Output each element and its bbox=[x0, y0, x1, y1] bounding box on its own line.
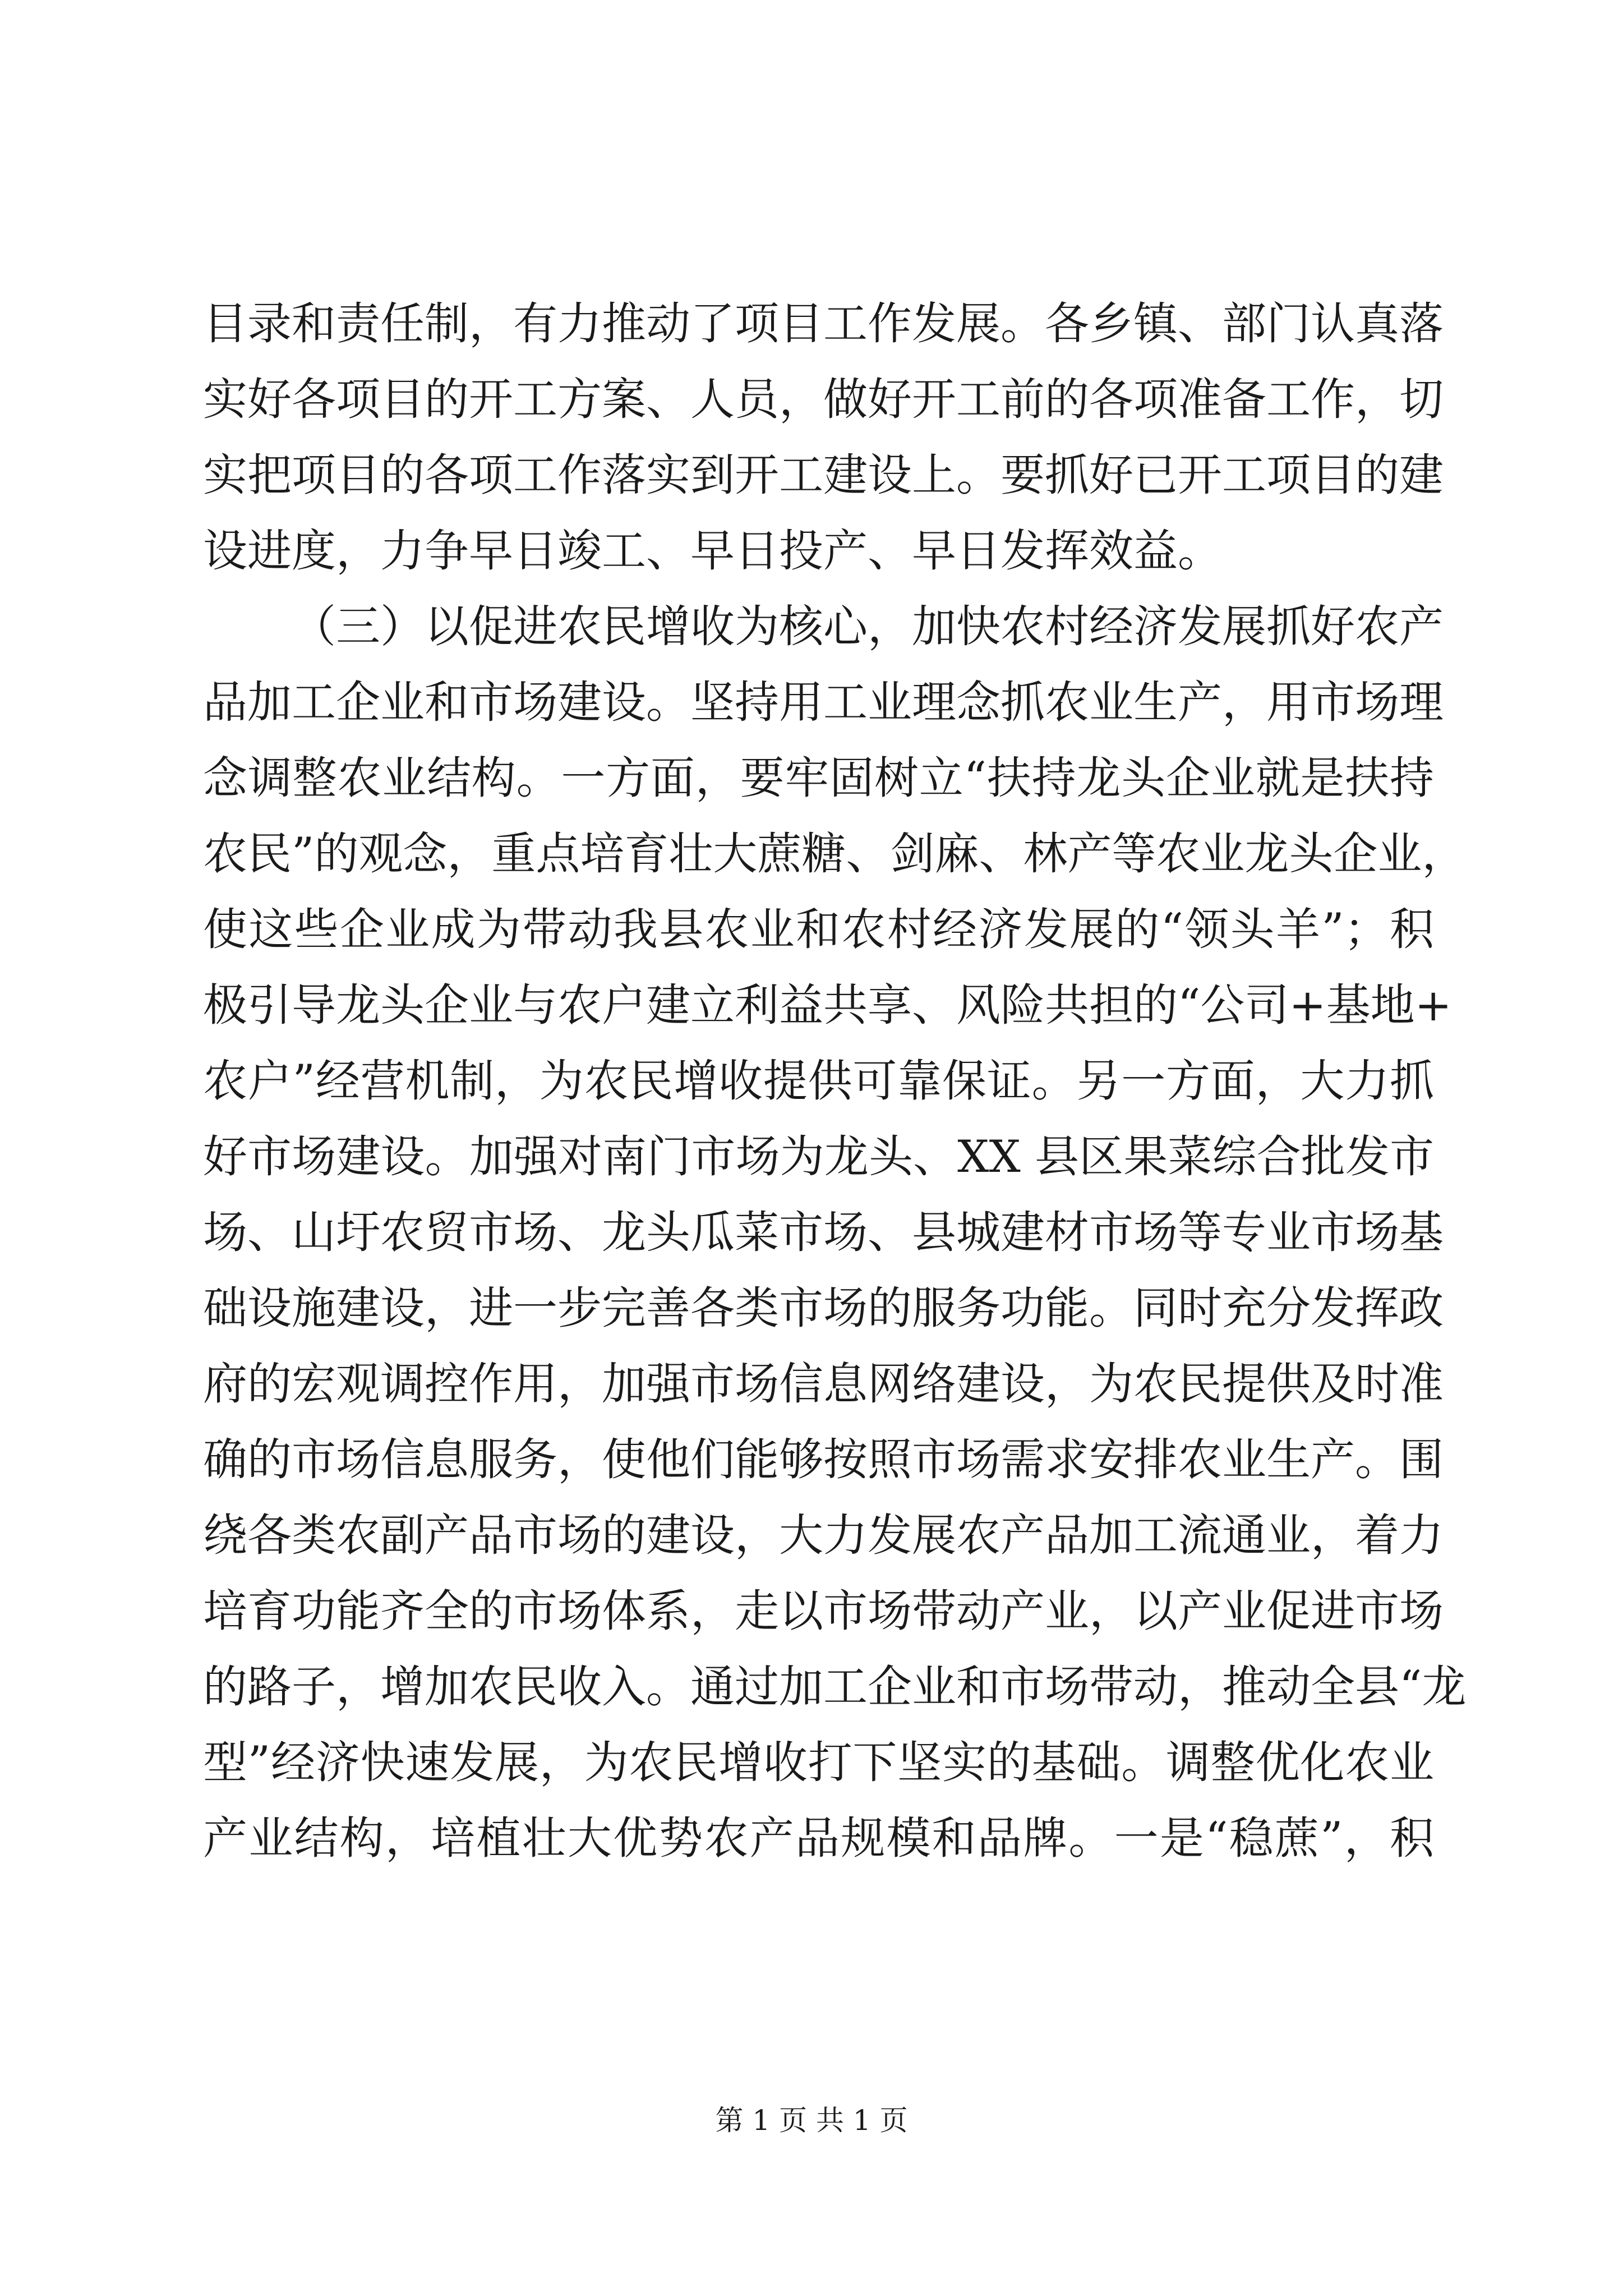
text-line: 设进度，力争早日竣工、早日投产、早日发挥效益。 bbox=[203, 525, 1222, 577]
text-line: 极引导龙头企业与农户建立利益共享、风险共担的“公司+基地+ bbox=[203, 979, 1452, 1031]
text-line: 农民”的观念，重点培育壮大蔗糖、剑麻、林产等农业龙头企业， bbox=[203, 828, 1467, 880]
page-footer: 第 1 页 共 1 页 bbox=[715, 2104, 908, 2137]
text-line: （三）以促进农民增收为核心，加快农村经济发展抓好农产 bbox=[292, 601, 1444, 652]
text-line: 实好各项目的开工方案、人员，做好开工前的各项准备工作，切 bbox=[203, 374, 1444, 425]
text-line: 农户”经营机制，为农民增收提供可靠保证。另一方面，大力抓 bbox=[203, 1055, 1434, 1107]
text-line: 产业结构，培植壮大优势农产品规模和品牌。一是“稳蔗”，积 bbox=[203, 1812, 1434, 1864]
text-line: 培育功能齐全的市场体系，走以市场带动产业，以产业促进市场 bbox=[203, 1585, 1444, 1637]
text-line: 府的宏观调控作用，加强市场信息网络建设，为农民提供及时准 bbox=[203, 1358, 1444, 1410]
text-line: 目录和责任制，有力推动了项目工作发展。各乡镇、部门认真落 bbox=[203, 298, 1444, 349]
text-line: 念调整农业结构。一方面，要牢固树立“扶持龙头企业就是扶持 bbox=[203, 752, 1434, 804]
text-line: 础设施建设，进一步完善各类市场的服务功能。同时充分发挥政 bbox=[203, 1282, 1444, 1334]
text-line: 好市场建设。加强对南门市场为龙头、XX 县区果菜综合批发市 bbox=[203, 1131, 1434, 1182]
text-line: 使这些企业成为带动我县农业和农村经济发展的“领头羊”；积 bbox=[203, 904, 1434, 955]
body-text bbox=[203, 286, 1467, 1876]
text-line: 确的市场信息服务，使他们能够按照市场需求安排农业生产。围 bbox=[203, 1434, 1444, 1485]
text-line: 的路子，增加农民收入。通过加工企业和市场带动，推动全县“龙 bbox=[203, 1661, 1467, 1713]
text-line: 场、山圩农贸市场、龙头瓜菜市场、县城建材市场等专业市场基 bbox=[203, 1207, 1444, 1258]
text-line: 品加工企业和市场建设。坚持用工业理念抓农业生产，用市场理 bbox=[203, 677, 1444, 728]
text-line: 绕各类农副产品市场的建设，大力发展农产品加工流通业，着力 bbox=[203, 1510, 1444, 1561]
text-line: 型”经济快速发展，为农民增收打下坚实的基础。调整优化农业 bbox=[203, 1737, 1434, 1788]
text-line: 实把项目的各项工作落实到开工建设上。要抓好已开工项目的建 bbox=[203, 449, 1444, 501]
